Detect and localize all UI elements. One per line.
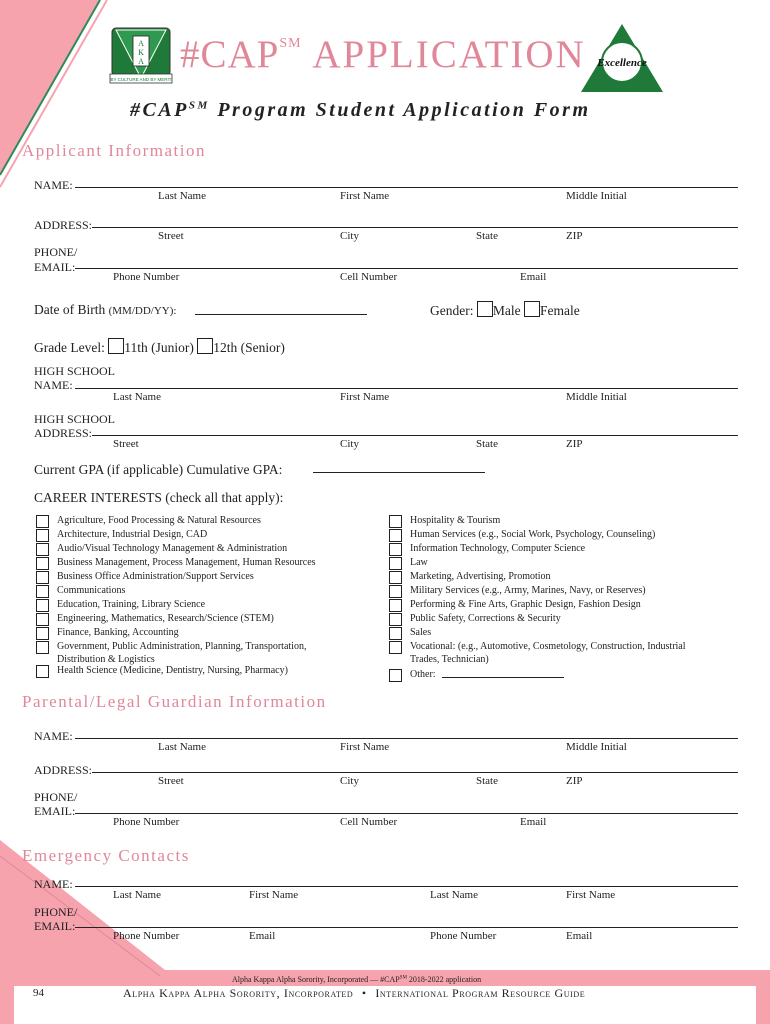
career-item[interactable]: Vocational: (e.g., Automotive, Cosmetology, Construction, Industrial Trades, Technician)	[389, 640, 689, 666]
career-item[interactable]: Business Office Administration/Support Services	[36, 570, 366, 583]
other-field[interactable]	[442, 677, 564, 678]
contact-field[interactable]	[75, 268, 738, 269]
hs-col-zip: ZIP	[566, 438, 583, 450]
emergency-email-label: EMAIL:	[34, 919, 76, 933]
guardian-name-field[interactable]	[75, 738, 738, 739]
career-item[interactable]: Law	[389, 556, 709, 569]
career-item[interactable]: Human Services (e.g., Social Work, Psychology, Counseling)	[389, 528, 709, 541]
gender-male-checkbox[interactable]	[477, 301, 493, 317]
career-item[interactable]: Communications	[36, 584, 366, 597]
col-zip: ZIP	[566, 230, 583, 242]
hs-address-label: HIGH SCHOOL ADDRESS:	[34, 412, 115, 440]
name-label: NAME:	[34, 178, 73, 192]
phone-label: PHONE/	[34, 245, 78, 259]
guardian-address-label: ADDRESS:	[34, 763, 93, 777]
emergency-col-phone-1: Phone Number	[113, 930, 180, 942]
emergency-name-label: NAME:	[34, 877, 73, 891]
career-item[interactable]: Performing & Fine Arts, Graphic Design, Fashion Design	[389, 598, 709, 611]
section-heading-emergency: Emergency Contacts	[22, 846, 190, 865]
career-item[interactable]: Education, Training, Library Science	[36, 598, 366, 611]
guardian-col-street: Street	[158, 775, 184, 787]
gender-female-checkbox[interactable]	[524, 301, 540, 317]
address-field[interactable]	[92, 227, 738, 228]
career-item[interactable]: Architecture, Industrial Design, CAD	[36, 528, 366, 541]
guardian-col-phone: Phone Number	[113, 816, 180, 828]
col-street: Street	[158, 230, 184, 242]
grade-11-checkbox[interactable]	[108, 338, 124, 354]
guide-title: Alpha Kappa Alpha Sorority, Incorporated • International Program Resource Guide	[123, 986, 586, 1000]
page-title: #CAP℠ APPLICATION	[180, 33, 586, 76]
col-city: City	[340, 230, 359, 242]
hs-col-last-name: Last Name	[113, 391, 161, 403]
guardian-col-first-name: First Name	[340, 741, 390, 753]
career-item[interactable]: Information Technology, Computer Science	[389, 542, 709, 555]
hs-name-field[interactable]	[75, 388, 738, 389]
guardian-contact-field[interactable]	[75, 813, 738, 814]
col-phone: Phone Number	[113, 271, 180, 283]
career-item[interactable]: Audio/Visual Technology Management & Administration	[36, 542, 366, 555]
emergency-col-first-name-2: First Name	[566, 889, 616, 901]
footer-credit: Alpha Kappa Alpha Sorority, Incorporated — #CAP℠ 2018-2022 application	[232, 975, 482, 984]
emergency-col-last-name-1: Last Name	[113, 889, 161, 901]
guardian-col-zip: ZIP	[566, 775, 583, 787]
emergency-name-field[interactable]	[75, 886, 738, 887]
col-cell: Cell Number	[340, 271, 398, 283]
email-label: EMAIL:	[34, 260, 76, 274]
emergency-col-phone-2: Phone Number	[430, 930, 497, 942]
guardian-col-cell: Cell Number	[340, 816, 398, 828]
col-email: Email	[520, 271, 547, 283]
career-item[interactable]: Health Science (Medicine, Dentistry, Nursing, Pharmacy)	[36, 664, 366, 677]
guardian-col-city: City	[340, 775, 359, 787]
guardian-phone-label: PHONE/	[34, 790, 78, 804]
col-first-name: First Name	[340, 190, 390, 202]
guardian-col-last-name: Last Name	[158, 741, 206, 753]
career-item[interactable]: Marketing, Advertising, Promotion	[389, 570, 709, 583]
emergency-phone-label: PHONE/	[34, 905, 78, 919]
svg-text:A: A	[138, 57, 144, 66]
career-item-other[interactable]: Other:	[389, 668, 709, 681]
grade-12-checkbox[interactable]	[197, 338, 213, 354]
career-item[interactable]: Military Services (e.g., Army, Marines, Navy, or Reserves)	[389, 584, 709, 597]
form-subtitle: #CAP℠ Program Student Application Form	[130, 99, 591, 121]
career-item[interactable]: Sales	[389, 626, 709, 639]
hs-col-first-name: First Name	[340, 391, 390, 403]
section-heading-applicant: Applicant Information	[22, 141, 206, 160]
hs-address-field[interactable]	[92, 435, 738, 436]
emergency-col-email-2: Email	[566, 930, 593, 942]
excellence-badge-icon	[579, 22, 665, 94]
guardian-name-label: NAME:	[34, 729, 73, 743]
guardian-col-email: Email	[520, 816, 547, 828]
emergency-col-last-name-2: Last Name	[430, 889, 478, 901]
svg-text:A: A	[138, 39, 144, 48]
career-item[interactable]: Business Management, Process Management, Human Resources	[36, 556, 366, 569]
emergency-col-email-1: Email	[249, 930, 276, 942]
hs-col-middle-initial: Middle Initial	[566, 391, 627, 403]
guardian-col-state: State	[476, 775, 498, 787]
career-item[interactable]: Government, Public Administration, Planning, Transportation, Distribution & Logistics	[36, 640, 336, 666]
gpa-field[interactable]	[313, 472, 485, 473]
guardian-address-field[interactable]	[92, 772, 738, 773]
hs-col-street: Street	[113, 438, 139, 450]
sorority-emblem-icon	[108, 22, 174, 86]
emergency-contact-field[interactable]	[75, 927, 738, 928]
grade-group: Grade Level: 11th (Junior) 12th (Senior)	[34, 340, 285, 355]
career-item[interactable]: Public Safety, Corrections & Security	[389, 612, 709, 625]
page-number: 94	[33, 987, 44, 999]
hs-name-label: HIGH SCHOOL NAME:	[34, 364, 115, 392]
career-interests-label: CAREER INTERESTS (check all that apply):	[34, 490, 284, 505]
gpa-label: Current GPA (if applicable) Cumulative GPA:	[34, 462, 283, 477]
svg-text:BY CULTURE AND BY MERIT: BY CULTURE AND BY MERIT	[110, 77, 172, 82]
corner-decoration-top	[0, 0, 120, 200]
guardian-email-label: EMAIL:	[34, 804, 76, 818]
guardian-col-middle-initial: Middle Initial	[566, 741, 627, 753]
career-item[interactable]: Engineering, Mathematics, Research/Science (STEM)	[36, 612, 366, 625]
career-item[interactable]: Agriculture, Food Processing & Natural Resources	[36, 514, 366, 527]
col-middle-initial: Middle Initial	[566, 190, 627, 202]
name-field[interactable]	[75, 187, 738, 188]
svg-text:Excellence: Excellence	[597, 57, 647, 69]
emergency-col-first-name-1: First Name	[249, 889, 299, 901]
col-last-name: Last Name	[158, 190, 206, 202]
svg-text:K: K	[138, 48, 144, 57]
section-heading-guardian: Parental/Legal Guardian Information	[22, 692, 327, 711]
col-state: State	[476, 230, 498, 242]
gender-group: Gender: Male Female	[430, 303, 580, 318]
career-item[interactable]: Hospitality & Tourism	[389, 514, 709, 527]
dob-field[interactable]	[195, 314, 367, 315]
career-item[interactable]: Finance, Banking, Accounting	[36, 626, 366, 639]
dob-label: Date of Birth (MM/DD/YY):	[34, 302, 177, 317]
hs-col-state: State	[476, 438, 498, 450]
address-label: ADDRESS:	[34, 218, 93, 232]
hs-col-city: City	[340, 438, 359, 450]
